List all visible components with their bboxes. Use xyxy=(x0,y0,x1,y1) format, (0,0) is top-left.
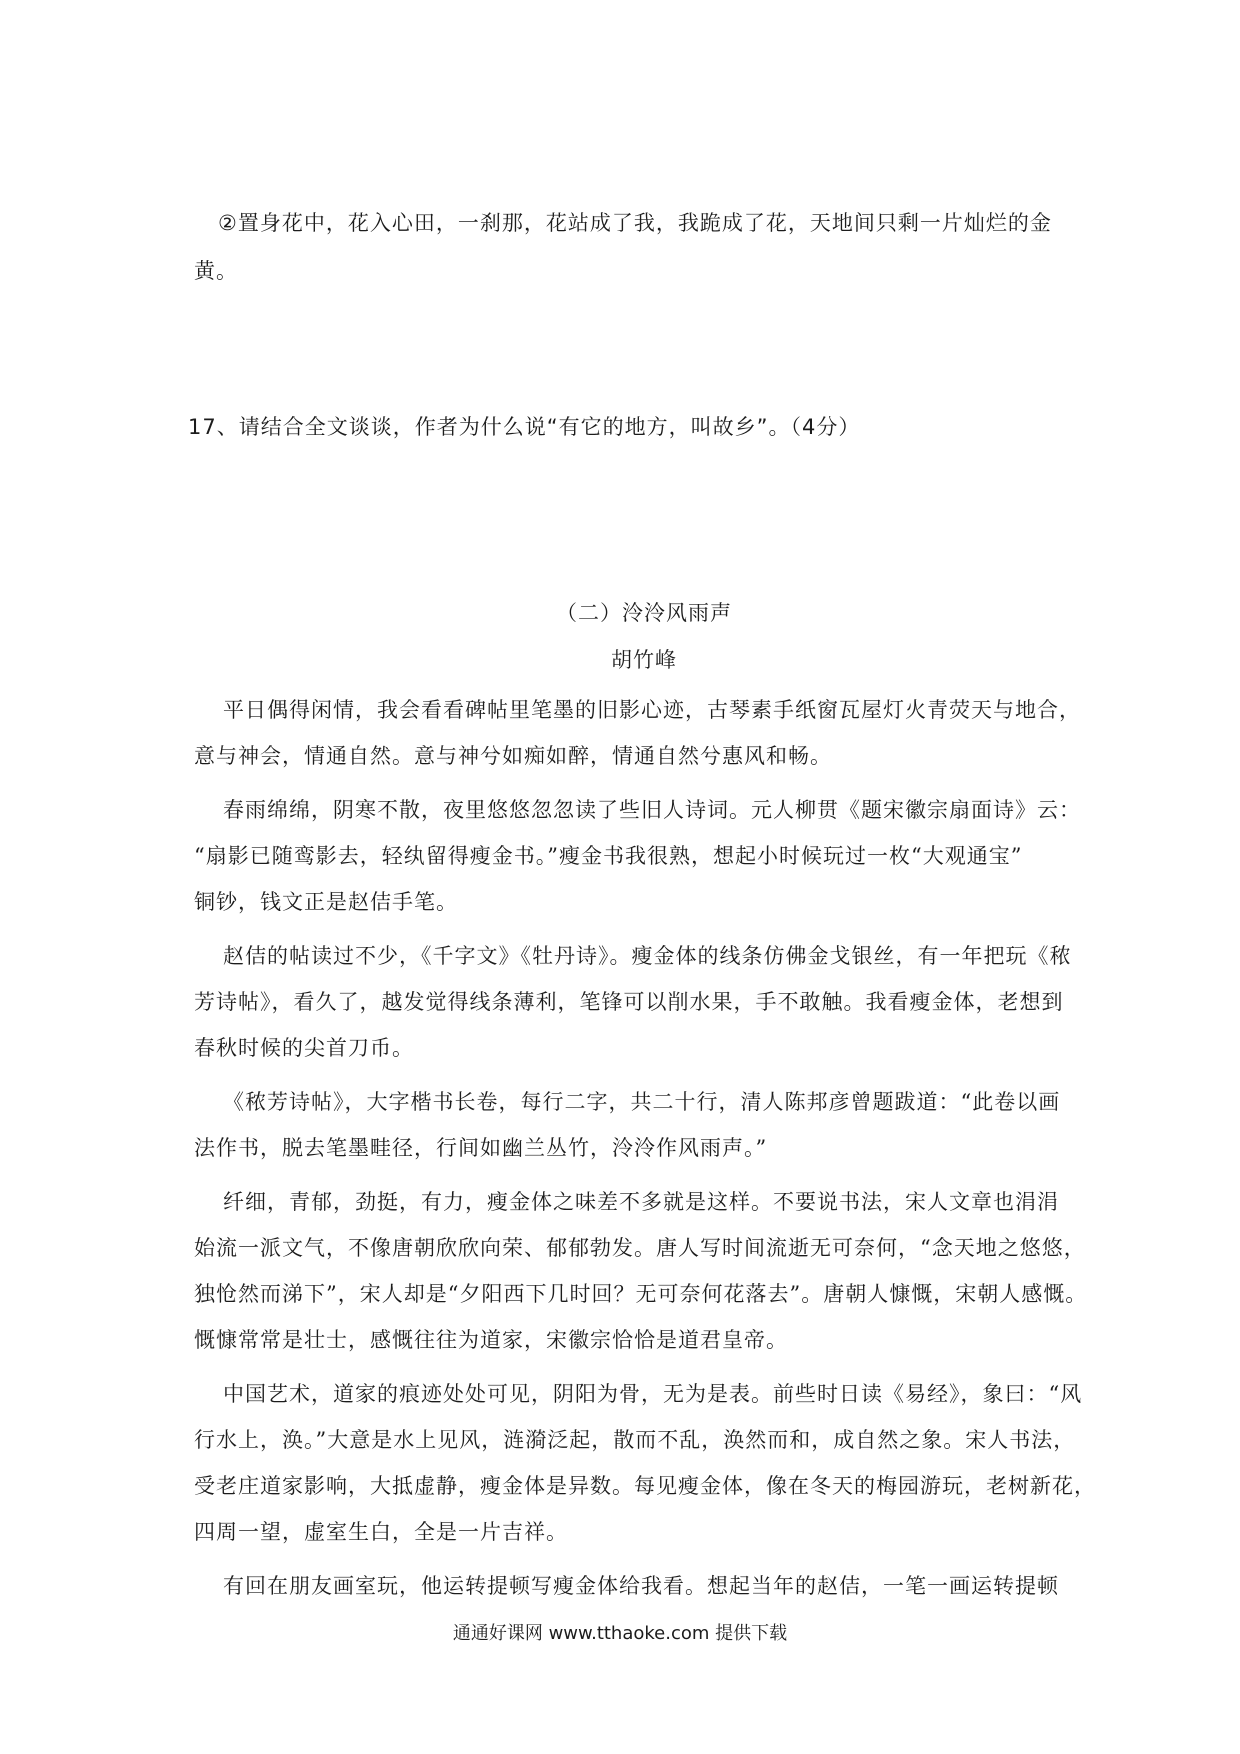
answer-item-2-line-1: ②置身花中，花入心田，一刹那，花站成了我，我跪成了花，天地间只剩一片灿烂的金 xyxy=(218,211,1052,235)
essay-line: 纤细，青郁，劲挺，有力，瘦金体之味差不多就是这样。不要说书法，宋人文章也涓涓 xyxy=(223,1190,1059,1214)
essay-line: 法作书，脱去笔墨畦径，行间如幽兰丛竹，泠泠作风雨声。” xyxy=(194,1136,768,1160)
essay-line: 芳诗帖》，看久了，越发觉得线条薄利，笔锋可以削水果，手不敢触。我看瘦金体，老想到 xyxy=(194,990,1064,1014)
essay-line: 赵佶的帖读过不少，《千字文》《牡丹诗》。瘦金体的线条仿佛金戈银丝，有一年把玩《秾 xyxy=(223,944,1072,968)
essay-line: 始流一派文气，不像唐朝欣欣向荣、郁郁勃发。唐人写时间流逝无可奈何，“念天地之悠悠， xyxy=(194,1236,1086,1260)
answer-item-2-line-2: 黄。 xyxy=(194,259,238,283)
essay-line: 《秾芳诗帖》，大字楷书长卷，每行二字，共二十行，清人陈邦彦曾题跋道：“此卷以画 xyxy=(223,1090,1061,1114)
essay-author: 胡竹峰 xyxy=(611,648,677,672)
essay-line: 四周一望，虚室生白，全是一片吉祥。 xyxy=(194,1520,568,1544)
essay-line: 平日偶得闲情，我会看看碑帖里笔墨的旧影心迹，古琴素手纸窗瓦屋灯火青荧天与地合， xyxy=(223,698,1081,722)
essay-line: 有回在朋友画室玩，他运转提顿写瘦金体给我看。想起当年的赵佶，一笔一画运转提顿 xyxy=(223,1574,1059,1598)
essay-line: 中国艺术，道家的痕迹处处可见，阴阳为骨，无为是表。前些时日读《易经》，象曰：“风 xyxy=(223,1382,1083,1406)
essay-line: 独怆然而涕下”，宋人却是“夕阳西下几时回？无可奈何花落去”。唐朝人慷慨，宋朝人感慨。 xyxy=(194,1282,1088,1306)
essay-title: （二）泠泠风雨声 xyxy=(556,601,732,625)
essay-line: 意与神会，情通自然。意与神兮如痴如醉，情通自然兮惠风和畅。 xyxy=(194,744,832,768)
essay-line: 行水上，涣。”大意是水上见风，涟漪泛起，散而不乱，涣然而和，成自然之象。宋人书法， xyxy=(194,1428,1076,1452)
essay-line: “扇影已随鸾影去，轻纨留得瘦金书。”瘦金书我很熟，想起小时候玩过一枚“大观通宝” xyxy=(194,844,1023,868)
essay-line: 春雨绵绵，阴寒不散，夜里悠悠忽忽读了些旧人诗词。元人柳贯《题宋徽宗扇面诗》云： xyxy=(223,798,1081,822)
question-17: 17、请结合全文谈谈，作者为什么说“有它的地方，叫故乡”。（4分） xyxy=(188,415,861,439)
essay-line: 受老庄道家影响，大抵虚静，瘦金体是异数。每见瘦金体，像在冬天的梅园游玩，老树新花， xyxy=(194,1474,1096,1498)
essay-line: 铜钞，钱文正是赵佶手笔。 xyxy=(194,890,458,914)
page-footer: 通通好课网 www.tthaoke.com 提供下载 xyxy=(452,1623,788,1644)
essay-line: 春秋时候的尖首刀币。 xyxy=(194,1036,414,1060)
essay-line: 慨慷常常是壮士，感慨往往为道家，宋徽宗恰恰是道君皇帝。 xyxy=(194,1328,788,1352)
